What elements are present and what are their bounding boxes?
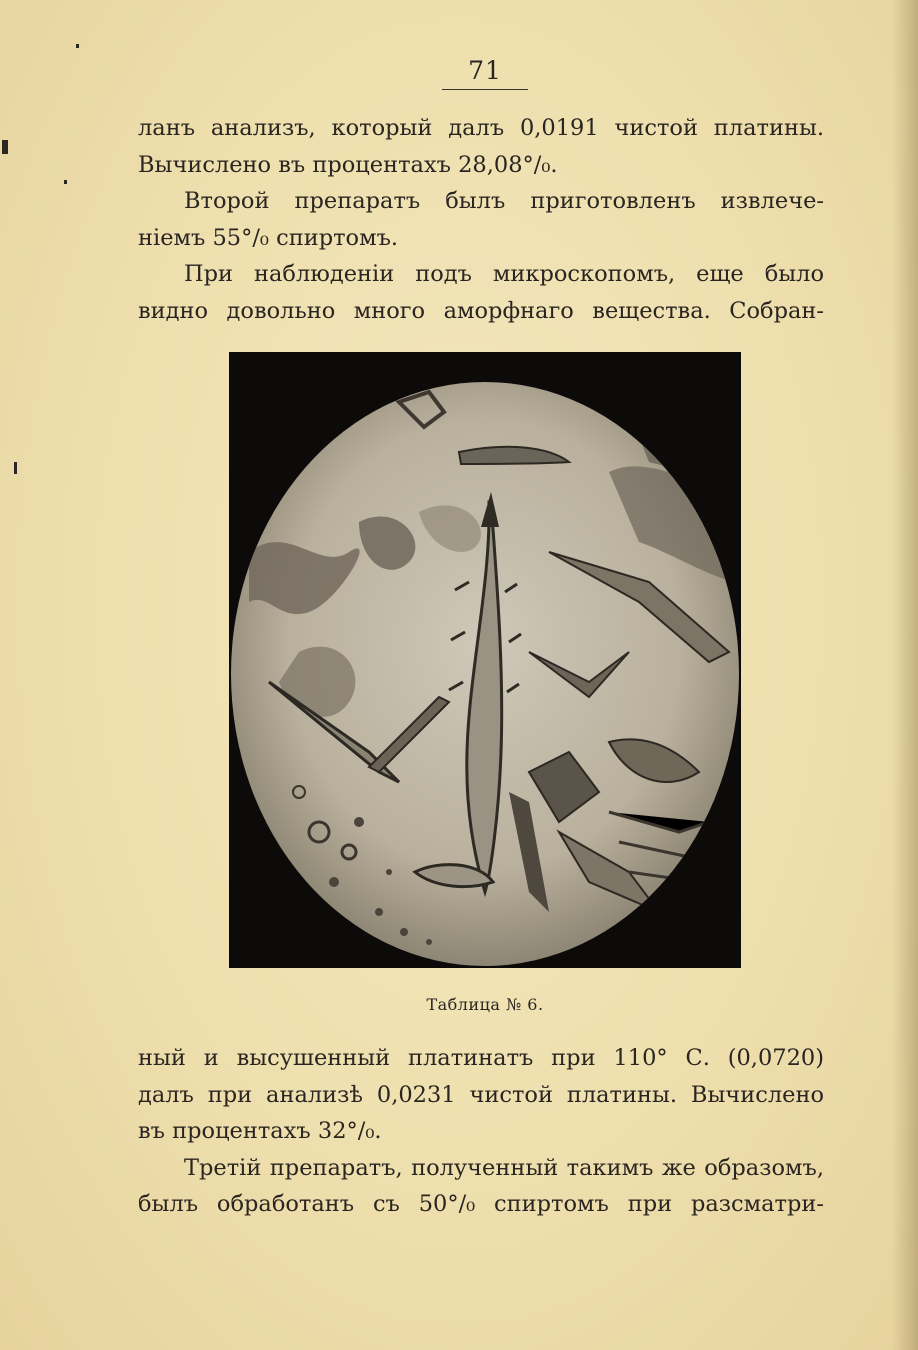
- binding-shadow: [892, 0, 918, 1350]
- micrograph-plate: [229, 352, 741, 968]
- text-line: ніемъ 55°/₀ спиртомъ.: [138, 224, 399, 251]
- page-number: 71: [468, 56, 502, 85]
- text-line: былъ обработанъ съ 50°/₀ спиртомъ при разсматри-: [138, 1191, 824, 1217]
- text-block-top: [138, 110, 824, 329]
- text-line: ный и высушенный платинатъ при 110° С. (0,0720): [138, 1045, 824, 1071]
- text-line: При наблюденіи подъ микроскопомъ, еще было: [184, 261, 824, 287]
- text-line: въ процентахъ 32°/₀.: [138, 1118, 382, 1144]
- speck: [76, 44, 79, 48]
- text-line: видно довольно много аморфнаго вещества. Собран-: [138, 297, 824, 324]
- micrograph-image: [229, 352, 741, 968]
- text-line: далъ при анализѣ 0,0231 чистой платины. Вычислено: [138, 1081, 824, 1108]
- figure-caption: Таблица № 6.: [426, 995, 544, 1014]
- text-block-bottom: [138, 1040, 824, 1223]
- margin-mark: [2, 140, 8, 154]
- margin-mark: [14, 462, 17, 474]
- text-line: Третій препаратъ, полученный такимъ же образомъ,: [184, 1154, 824, 1181]
- header-rule: [442, 89, 528, 90]
- speck: [64, 180, 67, 184]
- text-line: ланъ анализъ, который далъ 0,0191 чистой платины.: [138, 115, 824, 141]
- text-line: Второй препаратъ былъ приготовленъ извлече-: [184, 188, 824, 214]
- text-line: Вычислено въ процентахъ 28,08°/₀.: [138, 151, 558, 178]
